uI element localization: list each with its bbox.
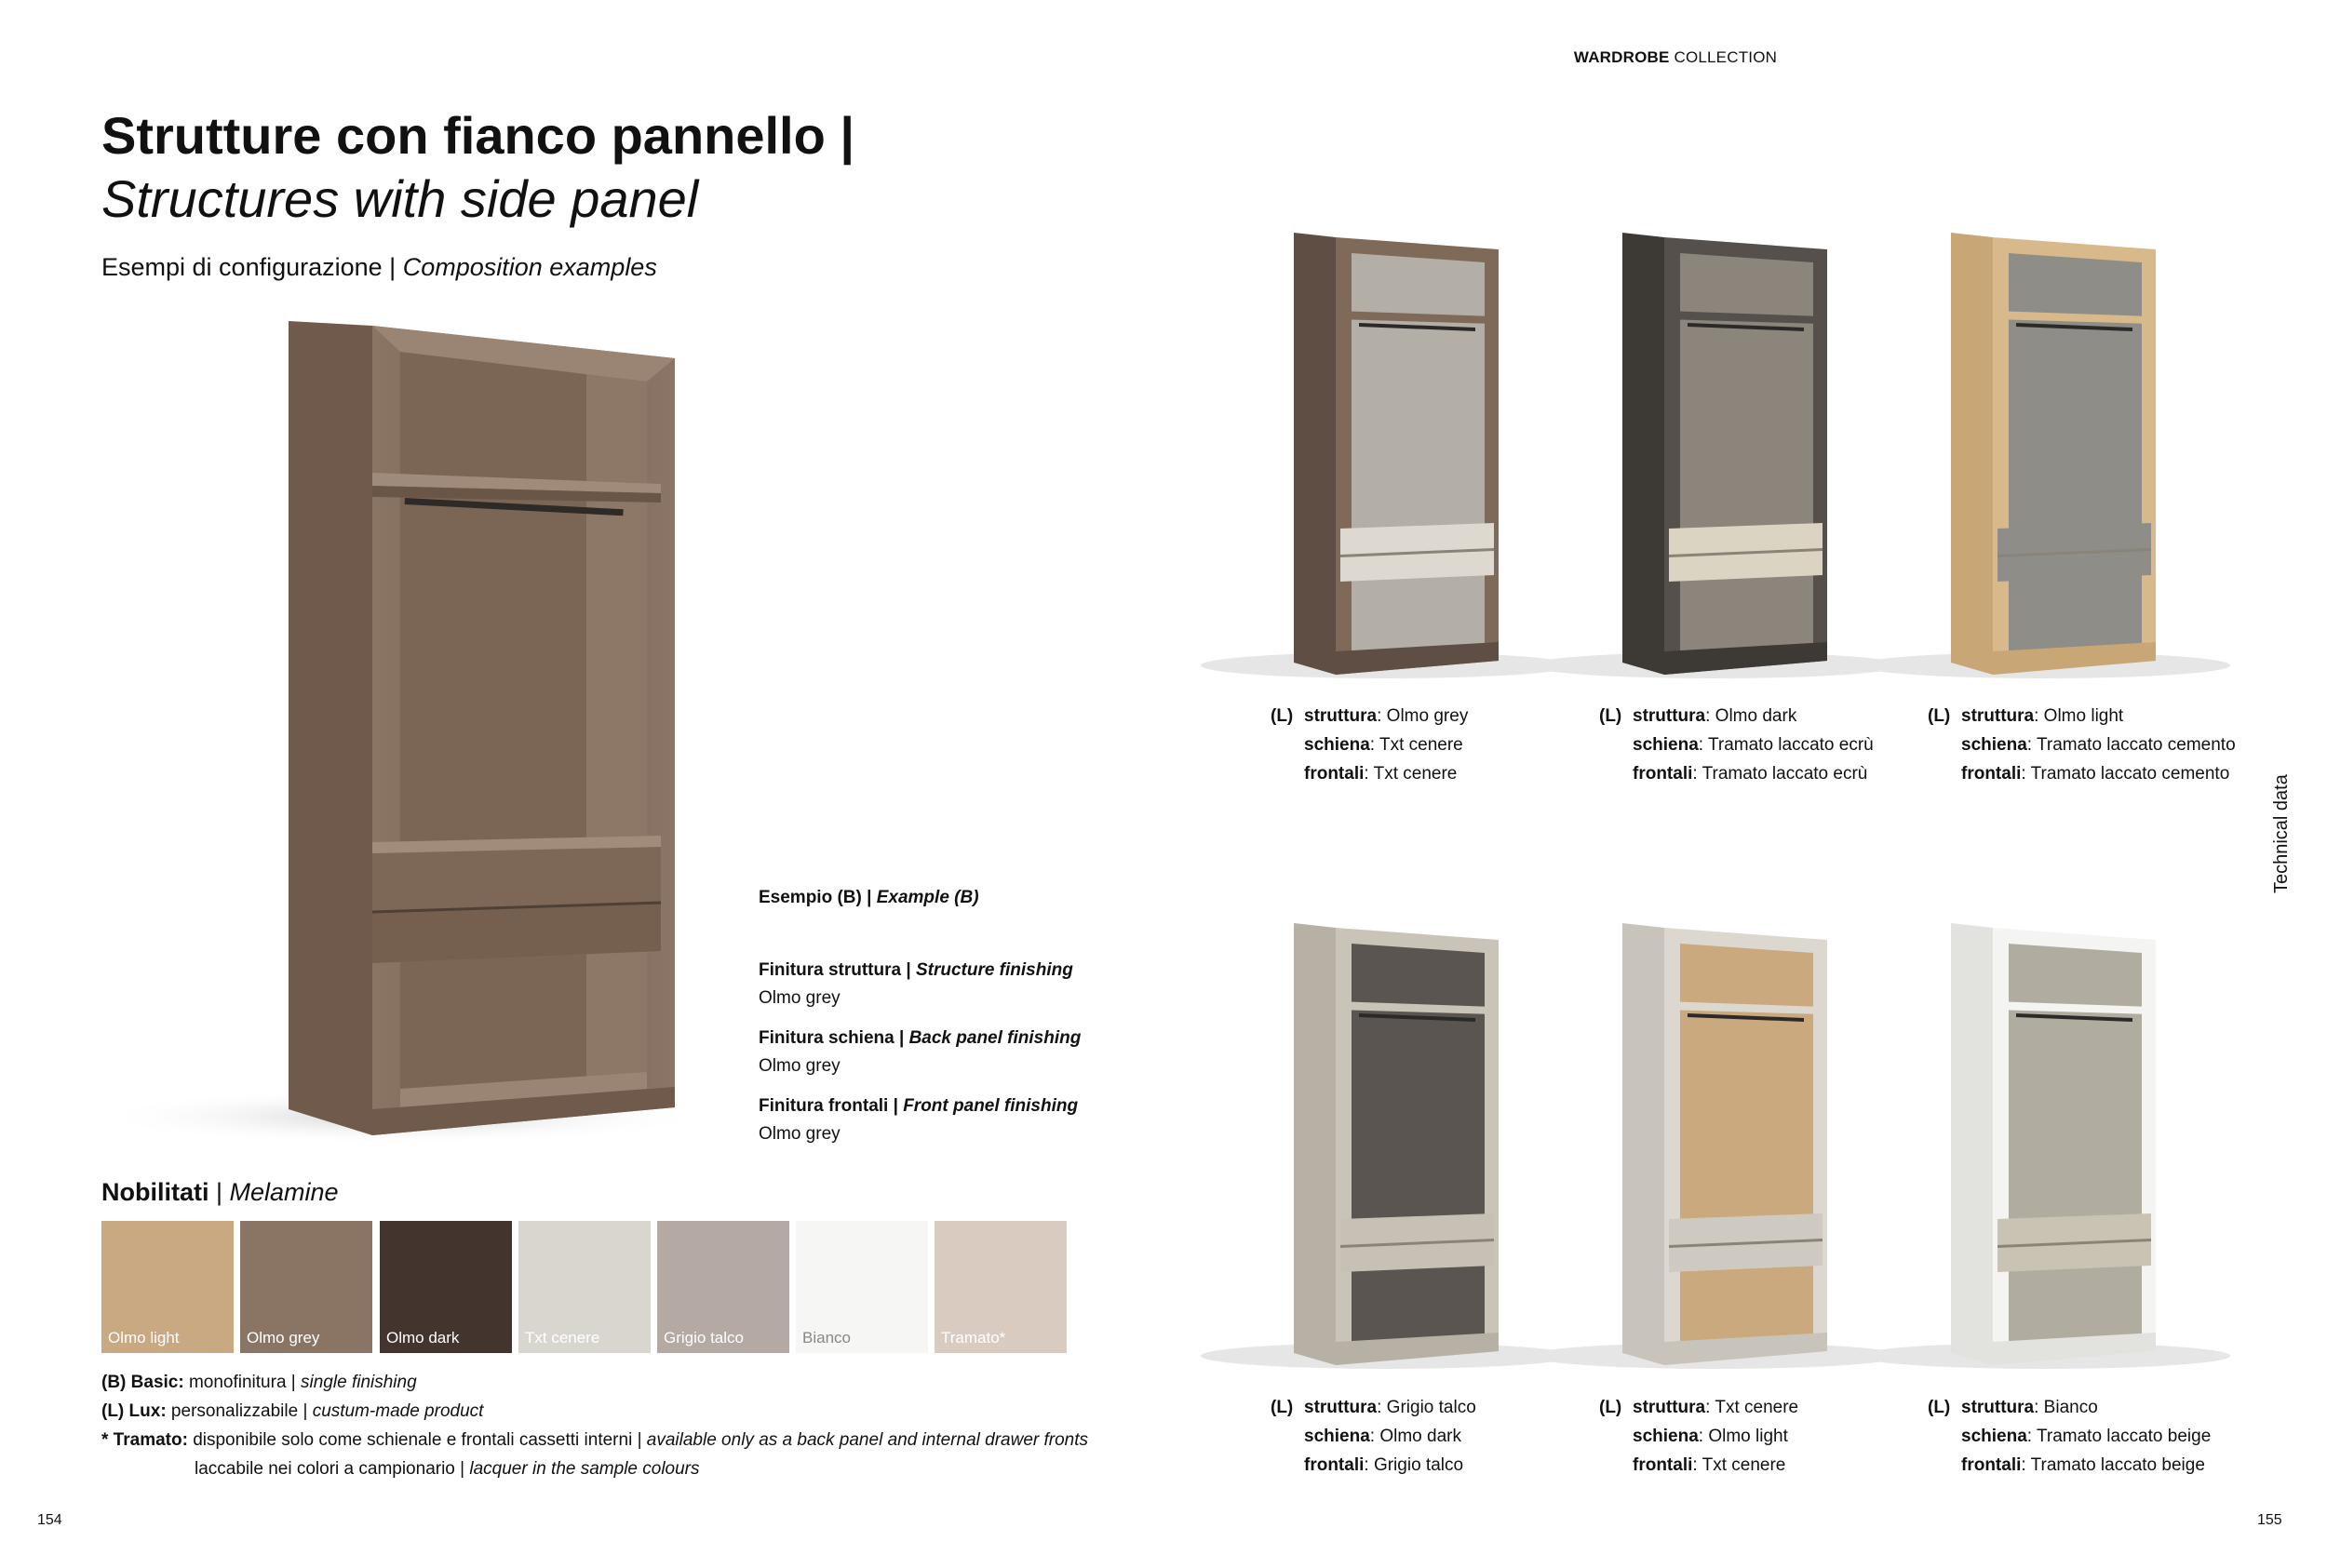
- note-basic-text: monofinitura |: [183, 1373, 302, 1392]
- back-value: : Olmo light: [1698, 1427, 1788, 1446]
- caption-4: [1271, 1393, 1476, 1480]
- lux-tag: (L): [1928, 1398, 1951, 1417]
- note-lux-text: personalizzabile |: [166, 1401, 313, 1421]
- note-tramato-text: disponibile solo come schienale e frontali cassetti interni |: [187, 1430, 647, 1450]
- caption-5: [1599, 1393, 1798, 1480]
- structure-key: struttura: [1304, 1398, 1378, 1417]
- structure-value: : Olmo grey: [1377, 706, 1469, 726]
- page-title-en: Structures with side panel: [101, 169, 699, 228]
- note-tramato-text-en: available only as a back panel and internal drawer fronts: [646, 1430, 1089, 1450]
- front-key: frontali: [1633, 1455, 1693, 1475]
- wardrobe-6: [1858, 923, 2230, 1369]
- swatch-label: Tramato*: [941, 1329, 1006, 1347]
- swatch-label: Bianco: [802, 1329, 851, 1347]
- structure-finishing-label: Finitura struttura |: [759, 960, 916, 980]
- wardrobe-2: [1529, 233, 1902, 678]
- lux-tag: (L): [1599, 1398, 1622, 1417]
- page-number-left: 154: [37, 1512, 62, 1528]
- page-number-right: 155: [2257, 1512, 2282, 1528]
- lux-tag: (L): [1271, 1398, 1294, 1417]
- back-key: schiena: [1304, 1427, 1370, 1446]
- front-finishing-value: Olmo grey: [759, 1124, 841, 1144]
- melamine-title-sep: |: [208, 1178, 230, 1206]
- structure-value: : Bianco: [2034, 1398, 2098, 1417]
- front-key: frontali: [1961, 764, 2022, 784]
- melamine-title-en: Melamine: [229, 1178, 339, 1206]
- wardrobe-4: [1201, 923, 1573, 1369]
- back-key: schiena: [1304, 735, 1370, 755]
- wardrobe-1: [1201, 233, 1573, 678]
- front-key: frontali: [1961, 1455, 2022, 1475]
- collection-header-rest: COLLECTION: [1669, 48, 1778, 66]
- front-finishing-label-en: Front panel finishing: [903, 1096, 1079, 1116]
- note-tramato-text2-en: lacquer in the sample colours: [469, 1459, 700, 1479]
- caption-6: [1928, 1393, 2211, 1480]
- front-value: : Tramato laccato cemento: [2021, 764, 2230, 784]
- back-value: : Tramato laccato ecrù: [1698, 735, 1874, 755]
- lux-tag: (L): [1599, 706, 1622, 726]
- collection-header-bold: WARDROBE: [1573, 48, 1670, 66]
- lux-tag: (L): [1928, 706, 1951, 726]
- note-basic-text-en: single finishing: [301, 1373, 417, 1392]
- structure-key: struttura: [1961, 1398, 2035, 1417]
- back-value: : Olmo dark: [1369, 1427, 1461, 1446]
- swatch-label: Txt cenere: [525, 1329, 600, 1347]
- structure-value: : Olmo light: [2034, 706, 2124, 726]
- front-value: : Txt cenere: [1364, 764, 1458, 784]
- structure-key: struttura: [1961, 706, 2035, 726]
- structure-key: struttura: [1633, 706, 1706, 726]
- example-label-en: Example (B): [876, 888, 979, 907]
- front-key: frontali: [1304, 764, 1365, 784]
- front-key: frontali: [1304, 1455, 1365, 1475]
- subtitle-sep: |: [382, 253, 403, 281]
- wardrobe-3: [1858, 233, 2230, 678]
- caption-2: [1599, 702, 1874, 788]
- back-key: schiena: [1633, 1427, 1699, 1446]
- note-tramato-text2: laccabile nei colori a campionario |: [195, 1459, 470, 1479]
- front-value: : Tramato laccato ecrù: [1692, 764, 1868, 784]
- caption-3: [1928, 702, 2236, 788]
- back-finishing-label: Finitura schiena |: [759, 1028, 909, 1048]
- structure-finishing-label-en: Structure finishing: [915, 960, 1073, 980]
- front-value: : Txt cenere: [1692, 1455, 1786, 1475]
- back-value: : Tramato laccato cemento: [2026, 735, 2236, 755]
- note-lux-text-en: custum-made product: [312, 1401, 484, 1421]
- back-finishing-value: Olmo grey: [759, 1056, 841, 1076]
- caption-1: [1271, 702, 1468, 788]
- front-value: : Tramato laccato beige: [2021, 1455, 2205, 1475]
- structure-finishing-value: Olmo grey: [759, 988, 841, 1008]
- back-key: schiena: [1633, 735, 1699, 755]
- front-key: frontali: [1633, 764, 1693, 784]
- swatch-label: Olmo grey: [247, 1329, 320, 1347]
- structure-value: : Grigio talco: [1377, 1398, 1476, 1417]
- front-finishing-label: Finitura frontali |: [759, 1096, 904, 1116]
- wardrobe-5: [1529, 923, 1902, 1369]
- subtitle-it: Esempi di configurazione: [101, 253, 383, 281]
- front-value: : Grigio talco: [1364, 1455, 1464, 1475]
- back-finishing-label-en: Back panel finishing: [908, 1028, 1082, 1048]
- example-label-it: Esempio (B) |: [759, 888, 877, 907]
- back-key: schiena: [1961, 1427, 2027, 1446]
- swatch-label: Olmo dark: [386, 1329, 460, 1347]
- structure-value: : Olmo dark: [1705, 706, 1797, 726]
- back-value: : Tramato laccato beige: [2026, 1427, 2212, 1446]
- lux-tag: (L): [1271, 706, 1294, 726]
- back-value: : Txt cenere: [1369, 735, 1463, 755]
- note-tramato-label: * Tramato:: [101, 1430, 188, 1450]
- subtitle-en: Composition examples: [402, 253, 657, 281]
- note-basic-label: (B) Basic:: [101, 1373, 184, 1392]
- page-title-it: Strutture con fianco pannello |: [101, 106, 855, 165]
- note-lux-label: (L) Lux:: [101, 1401, 167, 1421]
- structure-key: struttura: [1304, 706, 1378, 726]
- back-key: schiena: [1961, 735, 2027, 755]
- structure-key: struttura: [1633, 1398, 1706, 1417]
- structure-value: : Txt cenere: [1705, 1398, 1799, 1417]
- swatch-label: Olmo light: [108, 1329, 180, 1347]
- swatch-label: Grigio talco: [664, 1329, 744, 1347]
- melamine-title-it: Nobilitati: [101, 1178, 209, 1206]
- technical-data-tab[interactable]: Technical data: [2271, 774, 2292, 893]
